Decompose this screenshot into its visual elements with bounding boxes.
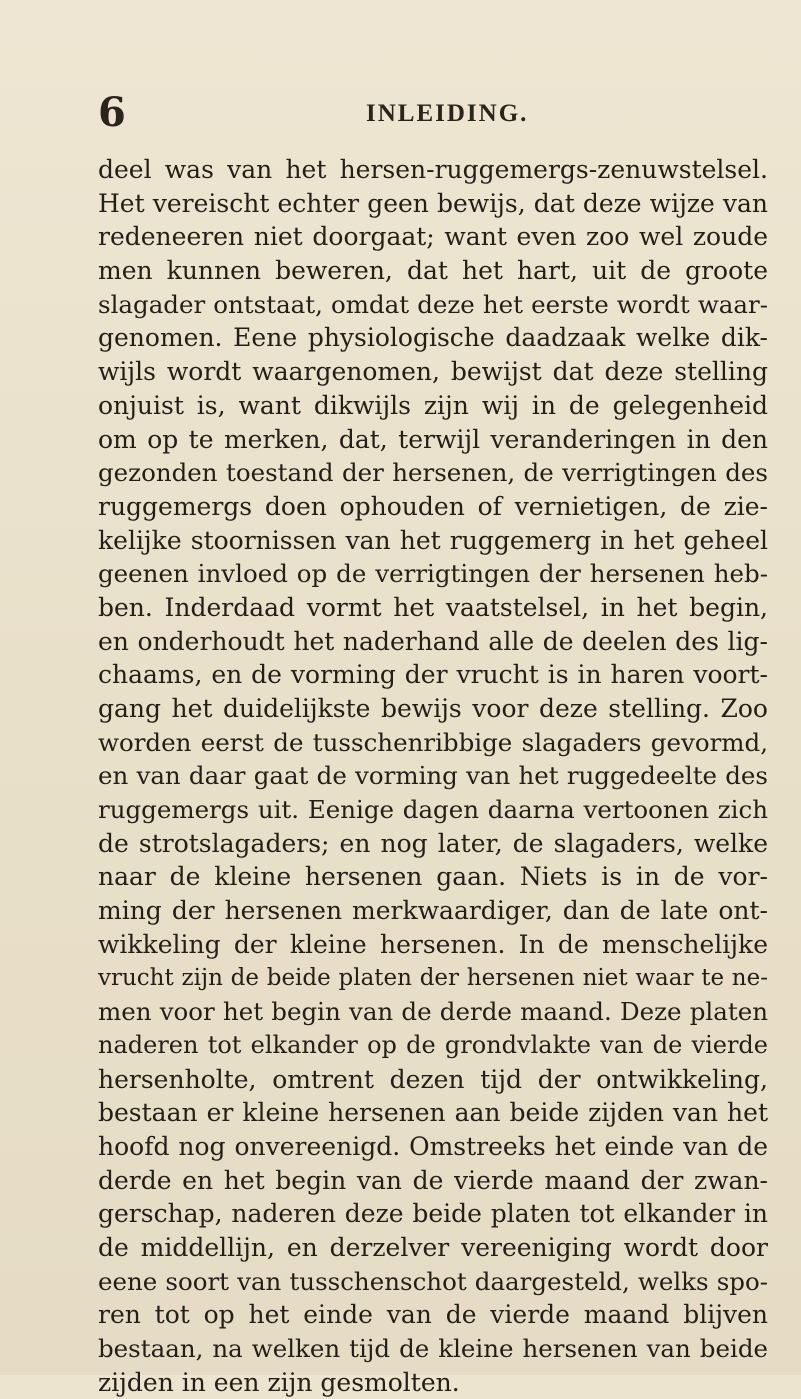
text-line: zijden in een zijn gesmolten. [98,1367,460,1397]
text-line: bestaan, na welken tijd de kleine hersenen van beide [98,1334,768,1364]
text-line: de strotslagaders; en nog later, de slagaders, welke [98,828,768,858]
text-line: men voor het begin van de derde maand. Deze platen [98,997,768,1027]
text-line: ben. Inderdaad vormt het vaatstelsel, in het begin, [98,592,768,622]
text-line: kelijke stoornissen van het ruggemerg in het geheel [98,525,768,555]
text-line: gezonden toestand der hersenen, de verrigtingen des [98,458,768,488]
text-line: vrucht zijn de beide platen der hersenen niet waar te ne- [98,964,768,991]
text-line: en onderhoudt het naderhand alle de deelen des lig- [98,626,768,656]
text-line: deel was van het hersen-ruggemergs-zenuwstelsel. [98,155,768,184]
text-line: chaams, en de vorming der vrucht is in haren voort- [98,660,768,690]
text-line: wijls wordt waargenomen, bewijst dat deze stelling [98,357,768,387]
text-line: slagader ontstaat, omdat deze het eerste wordt waar- [98,289,768,319]
page-header [98,88,738,138]
page-number: 6 [98,89,126,136]
text-line: naar de kleine hersenen gaan. Niets is in de vor- [98,862,768,892]
text-line: bestaan er kleine hersenen aan beide zijden van het [98,1098,768,1128]
text-line: hoofd nog onvereenigd. Omstreeks het einde van de [98,1131,768,1161]
text-line: worden eerst de tusschenribbige slagaders gevormd, [98,727,768,757]
text-line: de middellijn, en derzelver vereeniging wordt door [98,1233,768,1262]
text-line: ruggemergs uit. Eenige dagen daarna vertoonen zich [98,795,768,825]
text-line: men kunnen beweren, dat het hart, uit de groote [98,256,768,286]
body-text [98,153,768,1399]
text-line: om op te merken, dat, terwijl veranderingen in den [98,424,768,454]
text-line: en van daar gaat de vorming van het ruggedeelte des [98,761,768,791]
text-line: naderen tot elkander op de grondvlakte van de vierde [98,1030,768,1059]
text-line: ren tot op het einde van de vierde maand blijven [98,1300,768,1330]
text-line: Het vereischt echter geen bewijs, dat deze wijze van [98,188,768,218]
text-line: genomen. Eene physiologische daadzaak welke dik- [98,323,768,353]
text-line: derde en het begin van de vierde maand der zwan- [98,1165,768,1195]
text-line: onjuist is, want dikwijls zijn wij in de gelegenheid [98,390,768,420]
text-line: ming der hersenen merkwaardiger, dan de late ont- [98,896,768,926]
text-line: gerschap, naderen deze beide platen tot elkander in [98,1199,768,1229]
text-line: redeneeren niet doorgaat; want even zoo wel zoude [98,222,768,252]
text-line: wikkeling der kleine hersenen. In de menschelijke [98,929,768,959]
text-line: eene soort van tusschenschot daargesteld, welks spo- [98,1266,768,1296]
text-line: geenen invloed op de verrigtingen der hersenen heb- [98,559,768,589]
text-line: gang het duidelijkste bewijs voor deze stelling. Zoo [98,694,768,723]
running-head: INLEIDING. [366,100,529,127]
text-line: hersenholte, omtrent dezen tijd der ontwikkeling, [98,1064,768,1094]
text-line: ruggemergs doen ophouden of vernietigen, de zie- [98,491,768,521]
